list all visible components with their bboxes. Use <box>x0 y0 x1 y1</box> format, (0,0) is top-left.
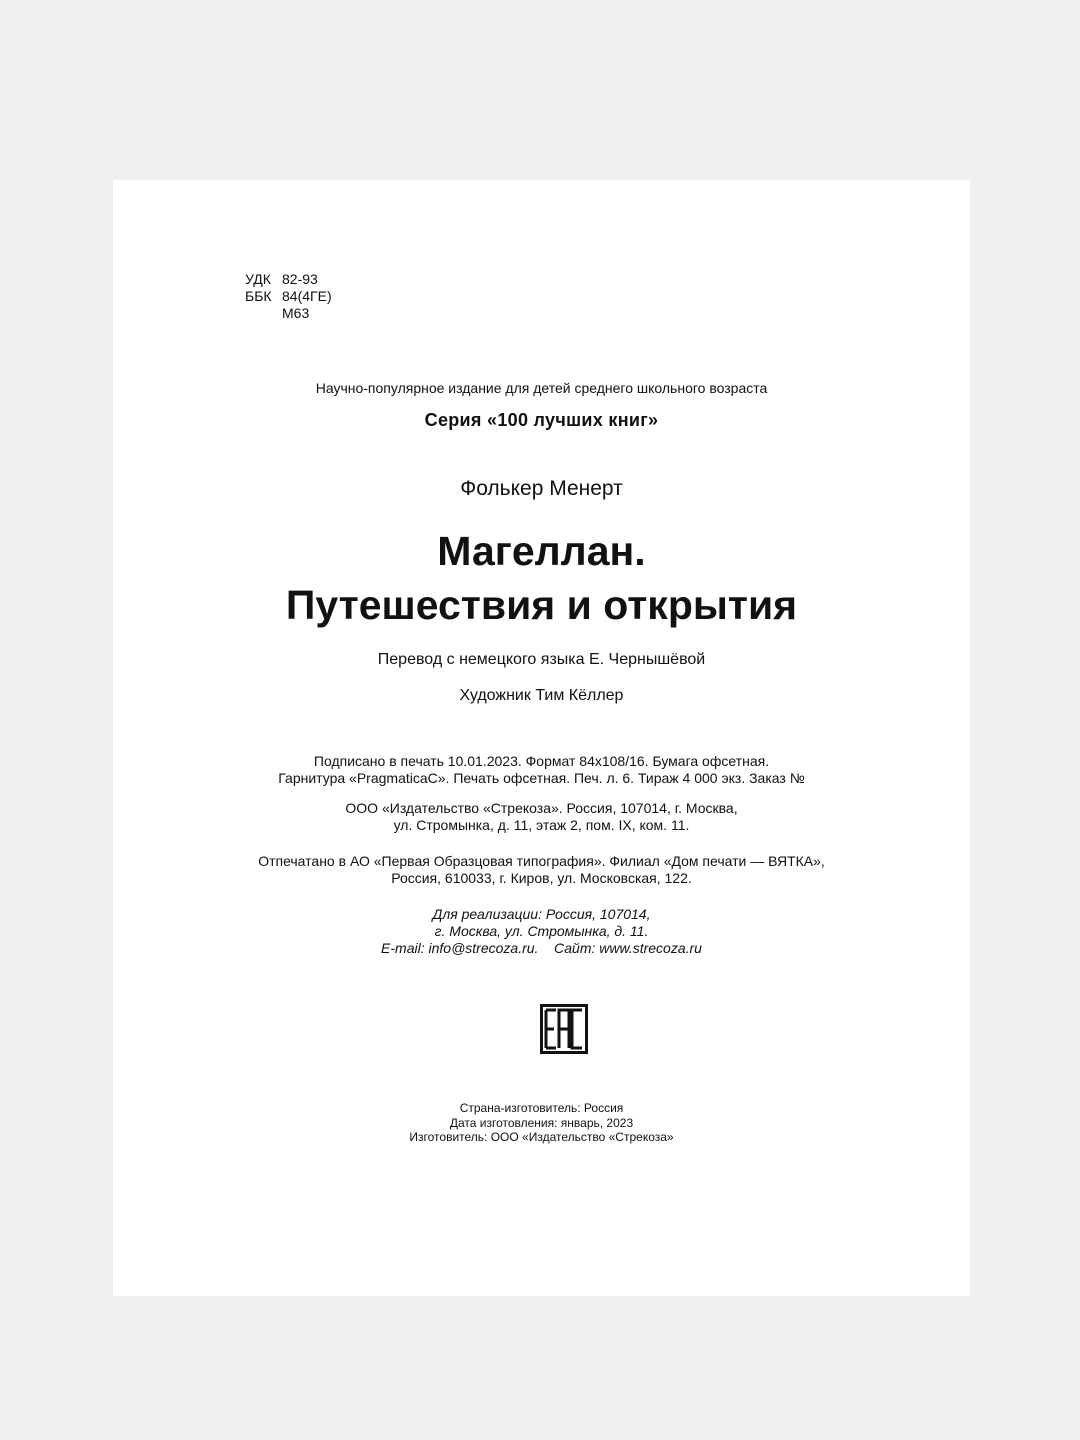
manufacturer-info <box>113 1101 970 1145</box>
sales-line: E-mail: info@strecoza.ru. Сайт: www.strecoza.ru <box>381 940 702 956</box>
classification-codes <box>245 271 332 322</box>
series-title: Серия «100 лучших книг» <box>424 410 659 430</box>
manufacturer-line: Страна-изготовитель: Россия <box>459 1101 624 1115</box>
udk-row <box>245 271 332 288</box>
author-mark-row <box>245 305 332 322</box>
author-name: Фолькер Менерт <box>460 477 623 500</box>
printing-house-line: Отпечатано в АО «Первая Образцовая типография». Филиал «Дом печати — ВЯТКА», <box>258 853 825 869</box>
code-key: ББК <box>245 288 272 304</box>
sales-line: г. Москва, ул. Стромынка, д. 11. <box>434 923 649 939</box>
manufacturer-line: Изготовитель: ООО «Издательство «Стрекоза» <box>409 1130 674 1144</box>
printing-house-info <box>113 853 970 887</box>
publisher-info <box>113 800 970 834</box>
book-title-line-2: Путешествия и открытия <box>285 582 798 628</box>
code-key <box>245 305 282 322</box>
sales-line: Для реализации: Россия, 107014, <box>432 906 651 922</box>
printing-house-line: Россия, 610033, г. Киров, ул. Московская, 122. <box>391 870 692 886</box>
publisher-line: ул. Стромынка, д. 11, этаж 2, пом. IX, ком. 11. <box>393 817 690 833</box>
print-info-line: Подписано в печать 10.01.2023. Формат 84x108/16. Бумага офсетная. <box>313 753 770 769</box>
code-value: 82-93 <box>282 271 318 287</box>
book-title-line-1: Магеллан. <box>437 528 646 574</box>
edition-subtitle: Научно-популярное издание для детей среднего школьного возраста <box>315 380 768 396</box>
bbk-row <box>245 288 332 305</box>
book-title <box>113 524 970 632</box>
code-value: 84(4ГЕ) <box>282 288 332 304</box>
print-info-line: Гарнитура «PragmaticaC». Печать офсетная. Печ. л. 6. Тираж 4 000 экз. Заказ № <box>278 770 805 786</box>
artist-credit: Художник Тим Кёллер <box>459 687 624 704</box>
code-value: М63 <box>282 305 310 321</box>
sales-info <box>113 906 970 957</box>
publisher-line: ООО «Издательство «Стрекоза». Россия, 107014, г. Москва, <box>345 800 738 816</box>
print-info <box>113 753 970 787</box>
code-key: УДК <box>245 271 271 287</box>
translator-credit: Перевод с немецкого языка Е. Чернышёвой <box>377 651 706 668</box>
imprint-page <box>113 180 970 1296</box>
eac-mark-icon <box>540 1004 588 1054</box>
manufacturer-line: Дата изготовления: январь, 2023 <box>449 1115 634 1130</box>
